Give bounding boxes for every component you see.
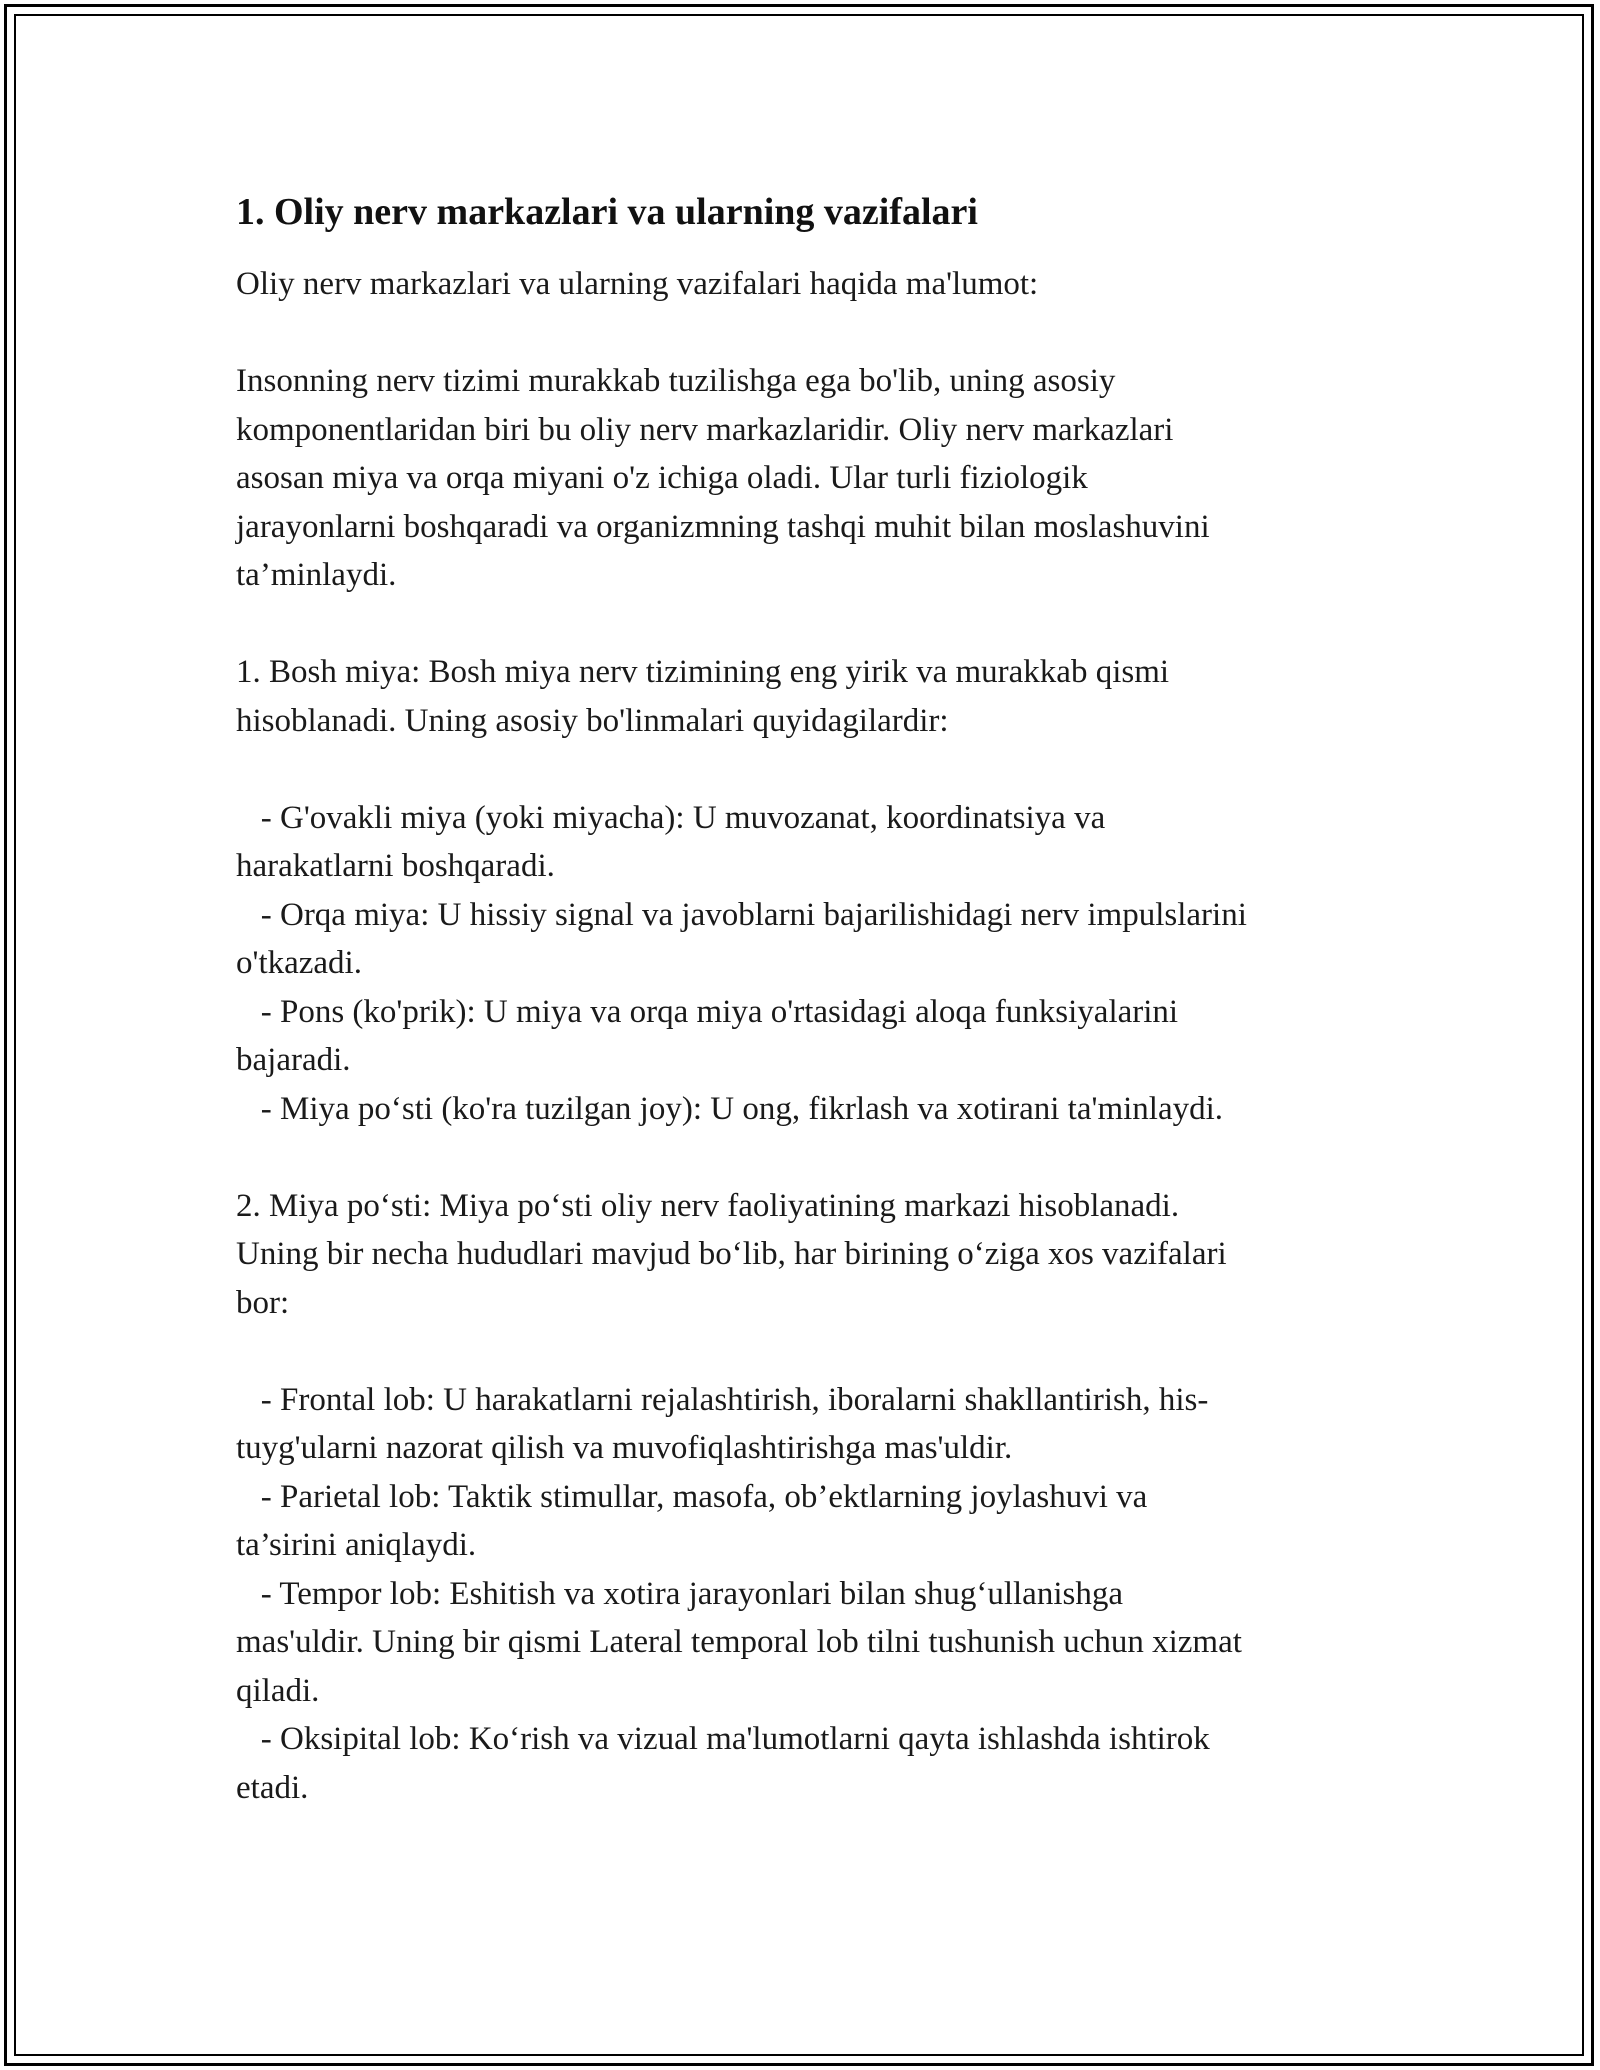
paragraph-gap [236,600,1396,649]
paragraph-line: asosan miya va orqa miyani o'z ichiga oladi. Ular turli fiziologik [236,460,1088,496]
list-item-line: - G'ovakli miya (yoki miyacha): U muvozanat, koordinatsiya va [236,799,1106,836]
list-item-line: o'tkazadi. [236,945,362,981]
list-item-line: qiladi. [236,1672,320,1709]
section-line: hisoblanadi. Uning asosiy bo'linmalari quyidagilardir: [236,702,949,739]
list-item-line: - Tempor lob: Eshitish va xotira jarayonlari bilan shug‘ullanishga [236,1575,1123,1612]
paragraph-line: ta’minlaydi. [236,557,397,593]
section-miya-posti-list [236,1376,1396,1813]
list-item-line: - Pons (ko'prik): U miya va orqa miya o'rtasidagi aloqa funksiyalarini [236,993,1179,1030]
paragraph-gap [236,745,1396,794]
list-item [236,988,1396,1085]
list-item [236,1715,1396,1812]
list-item-line: bajaradi. [236,1042,351,1078]
paragraph-gap [236,309,1396,358]
intro-line: Oliy nerv markazlari va ularning vazifalari haqida ma'lumot: [236,266,1039,302]
document-heading: 1. Oliy nerv markazlari va ularning vazifalari [236,191,978,233]
list-item [236,891,1396,988]
list-item [236,1473,1396,1570]
list-item-line: - Parietal lob: Taktik stimullar, masofa, ob’ektlarning joylashuvi va [236,1478,1148,1515]
list-item-line: harakatlarni boshqaradi. [236,848,555,884]
list-item [236,1085,1396,1134]
section-bosh-miya [236,648,1396,745]
paragraph-line: komponentlaridan biri bu oliy nerv markazlaridir. Oliy nerv markazlari [236,411,1174,448]
list-item [236,1570,1396,1716]
paragraph-gap [236,1327,1396,1376]
list-item-line: etadi. [236,1769,309,1806]
list-item [236,794,1396,891]
section-line: 2. Miya po‘sti: Miya po‘sti oliy nerv faoliyatining markazi hisoblanadi. [236,1187,1180,1224]
paragraph-line: Insonning nerv tizimi murakkab tuzilishga ega bo'lib, uning asosiy [236,363,1116,399]
section-miya-posti [236,1182,1396,1328]
section-line: Uning bir necha hududlari mavjud bo‘lib, har birining o‘ziga xos vazifalari [236,1236,1227,1272]
section-line: bor: [236,1284,290,1321]
list-item-line: ta’sirini aniqlaydi. [236,1527,477,1563]
list-item-line: - Orqa miya: U hissiy signal va javoblarni bajarilishidagi nerv impulslarini [236,896,1247,933]
list-item-line: - Frontal lob: U harakatlarni rejalashtirish, iboralarni shakllantirish, his- [236,1381,1209,1418]
list-item-line: - Oksipital lob: Ko‘rish va vizual ma'lumotlarni qayta ishlashda ishtirok [236,1721,1210,1757]
paragraph-gap [236,1133,1396,1182]
list-item-line: - Miya po‘sti (ko'ra tuzilgan joy): U ong, fikrlash va xotirani ta'minlaydi. [236,1090,1224,1127]
section-bosh-miya-list [236,794,1396,1134]
list-item-line: mas'uldir. Uning bir qismi Lateral temporal lob tilni tushunish uchun xizmat [236,1624,1242,1660]
paragraph-line: jarayonlarni boshqaradi va organizmning tashqi muhit bilan moslashuvini [236,508,1210,545]
section-line: 1. Bosh miya: Bosh miya nerv tizimining eng yirik va murakkab qismi [236,654,1170,690]
list-item [236,1376,1396,1473]
document-body [236,186,1396,1812]
paragraph-1 [236,357,1396,600]
list-item-line: tuyg'ularni nazorat qilish va muvofiqlashtirishga mas'uldir. [236,1430,1013,1466]
